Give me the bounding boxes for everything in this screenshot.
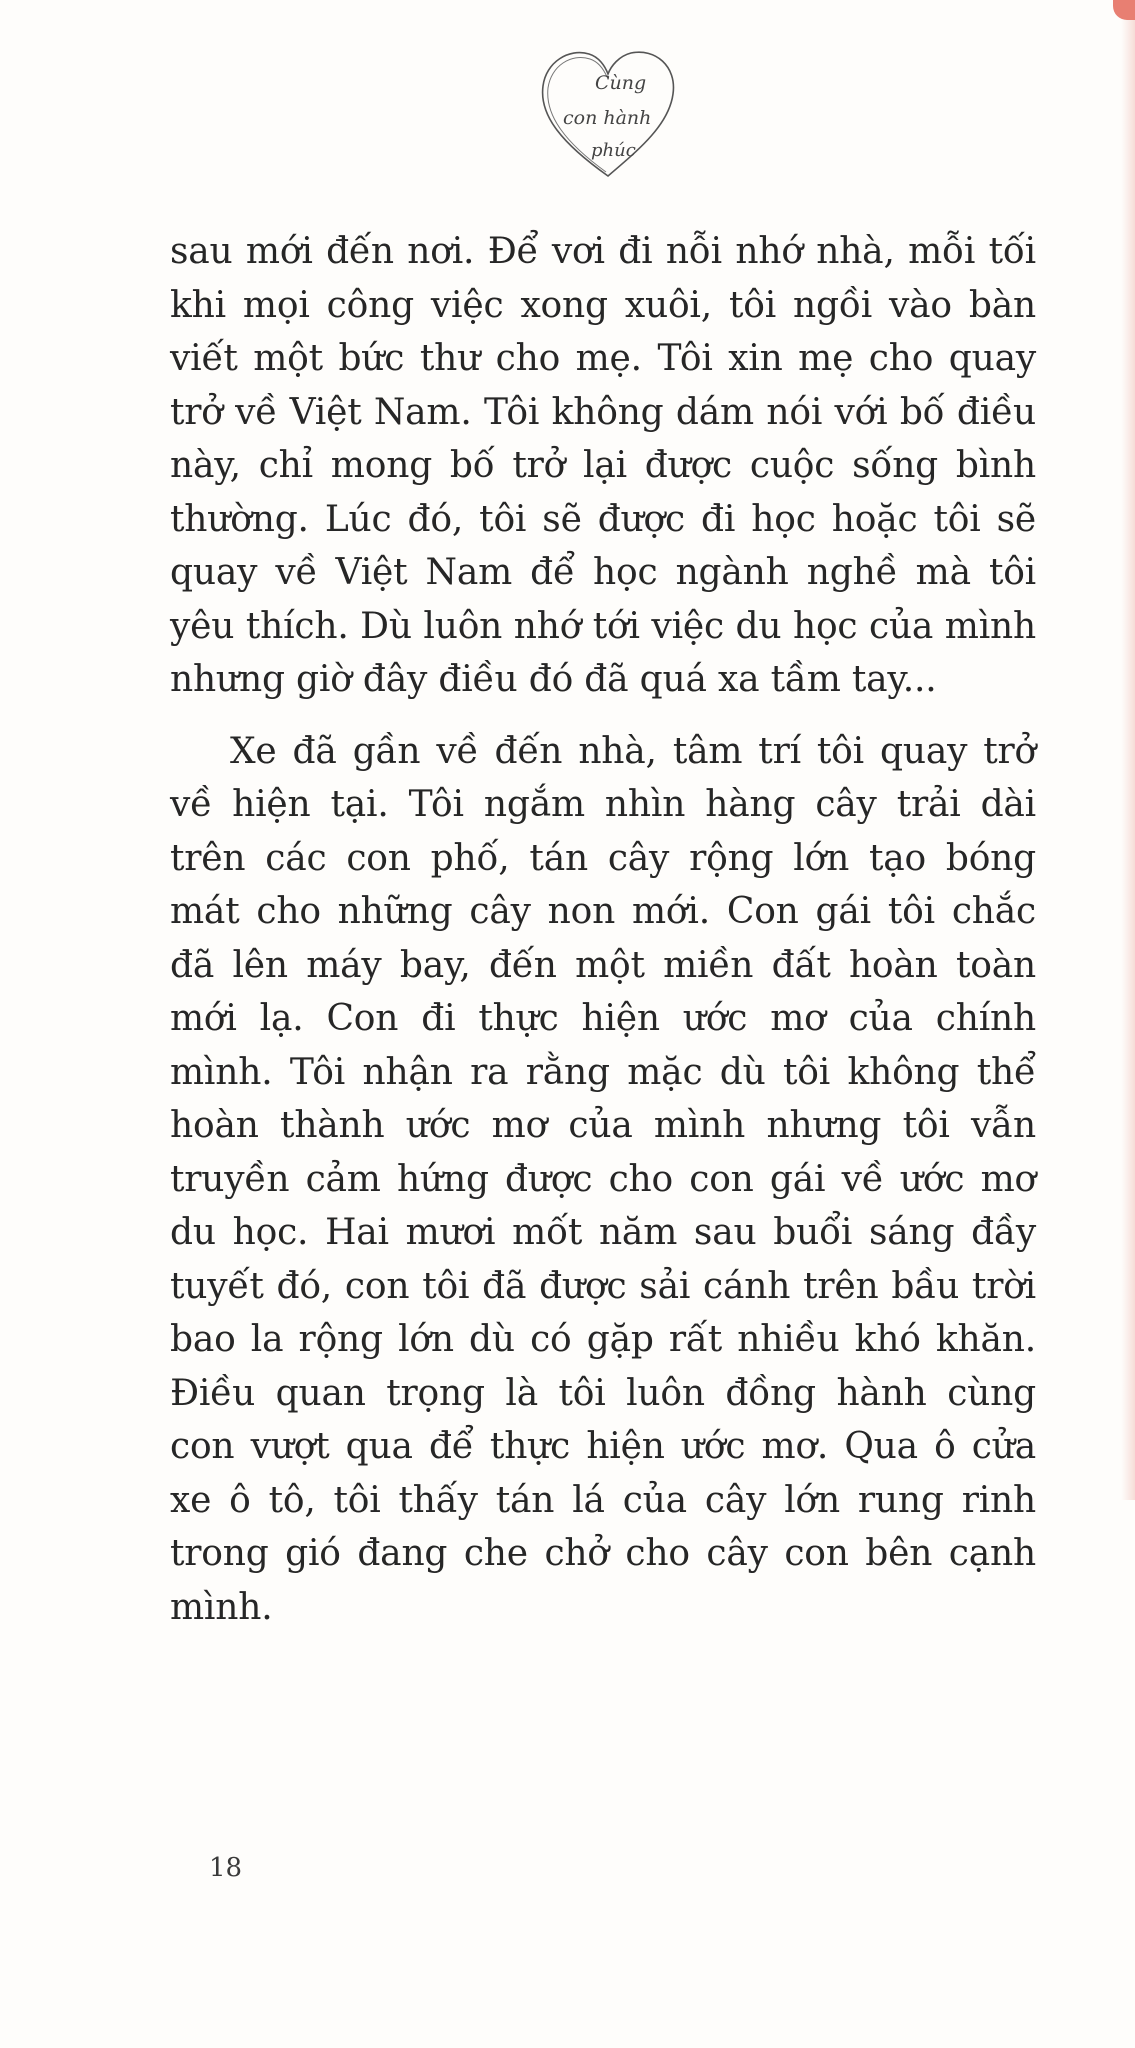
logo-line-3: phúc	[591, 140, 636, 161]
page-text	[170, 225, 1036, 1634]
logo-line-2: con hành	[563, 107, 652, 129]
paragraph-1: sau mới đến nơi. Để vơi đi nỗi nhớ nhà, mỗi tối khi mọi công việc xong xuôi, tôi ngồi vào bàn viết một bức thư cho mẹ. Tôi xin mẹ cho quay trở về Việt Nam. Tôi không dám nói với bố điều này, chỉ mong bố trở lại được cuộc sống bình thường. Lúc đó, tôi sẽ được đi học hoặc tôi sẽ quay về Việt Nam để học ngành nghề mà tôi yêu thích. Dù luôn nhớ tới việc du học của mình nhưng giờ đây điều đó đã quá xa tầm tay...	[170, 231, 1036, 700]
heart-logo-icon	[533, 44, 683, 184]
heart-logo	[533, 44, 683, 184]
page-edge-tint	[1121, 0, 1135, 1500]
logo-line-1: Cùng	[595, 72, 647, 94]
page-number: 18	[209, 1853, 243, 1883]
paragraph-2: Xe đã gần về đến nhà, tâm trí tôi quay trở về hiện tại. Tôi ngắm nhìn hàng cây trải dài trên các con phố, tán cây rộng lớn tạo bóng mát cho những cây non mới. Con gái tôi chắc đã lên máy bay, đến một miền đất hoàn toàn mới lạ. Con đi thực hiện ước mơ của chính mình. Tôi nhận ra rằng mặc dù tôi không thể hoàn thành ước mơ của mình nhưng tôi vẫn truyền cảm hứng được cho con gái về ước mơ du học. Hai mươi mốt năm sau buổi sáng đầy tuyết đó, con tôi đã được sải cánh trên bầu trời bao la rộng lớn dù có gặp rất nhiều khó khăn. Điều quan trọng là tôi luôn đồng hành cùng con vượt qua để thực hiện ước mơ. Qua ô cửa xe ô tô, tôi thấy tán lá của cây lớn rung rinh trong gió đang che chở cho cây con bên cạnh mình.	[170, 730, 1036, 1628]
corner-color-mark	[1113, 0, 1135, 20]
